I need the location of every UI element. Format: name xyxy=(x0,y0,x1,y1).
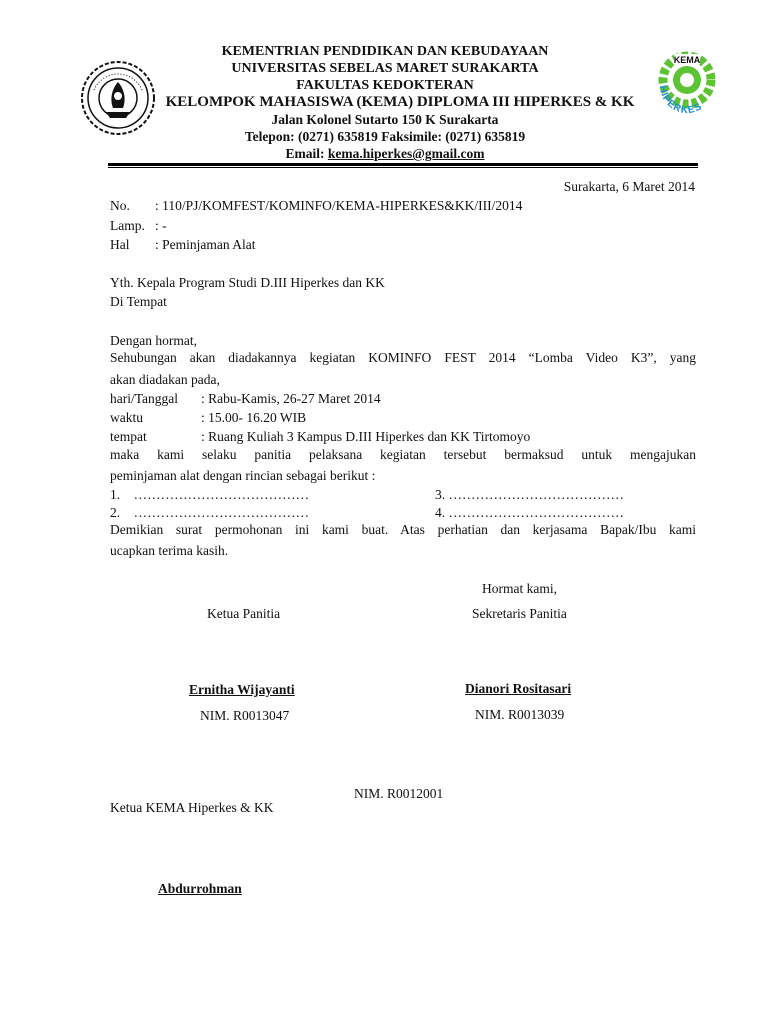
paragraph2-line2: peminjaman alat dengan rincian sebagai berikut : xyxy=(110,468,376,483)
list-item xyxy=(435,485,624,504)
center-nim: NIM. R0012001 xyxy=(354,786,444,801)
detail-value: : Rabu-Kamis, 26-27 Maret 2014 xyxy=(201,391,381,406)
left-signer-name: Ernitha Wijayanti xyxy=(189,682,295,697)
paragraph1-line2: akan diadakan pada, xyxy=(110,372,220,387)
email-label: Email: xyxy=(285,146,328,161)
no-value: : 110/PJ/KOMFEST/KOMINFO/KEMA-HIPERKES&KK/III/2014 xyxy=(155,198,523,213)
paragraph1-line1: Sehubungan akan diadakannya kegiatan KOMINFO FEST 2014 “Lomba Video K3”, yang xyxy=(110,350,696,365)
lamp-label: Lamp. xyxy=(110,218,145,233)
bottom-signer-title: Ketua KEMA Hiperkes & KK xyxy=(110,800,274,815)
list-item-dots: ………………………………… xyxy=(133,505,310,520)
university-seal-logo xyxy=(80,60,156,136)
logo-ring-text: HIPERKES xyxy=(656,84,705,117)
header-divider xyxy=(108,163,698,166)
left-signer-nim: NIM. R0013047 xyxy=(200,708,290,723)
letterhead-university: UNIVERSITAS SEBELAS MARET SURAKARTA xyxy=(231,61,539,76)
logo-kema-text: KEMA xyxy=(673,55,701,65)
letterhead-organization: KELOMPOK MAHASISWA (KEMA) DIPLOMA III HIPERKES & KK xyxy=(165,94,635,110)
list-item-number: 4. xyxy=(435,505,446,520)
list-item-number: 3. xyxy=(435,487,446,502)
list-item-dots: ………………………………… xyxy=(448,487,624,502)
letterhead-email-line xyxy=(150,145,620,162)
left-signer-title: Ketua Panitia xyxy=(207,606,281,621)
right-signer-title: Sekretaris Panitia xyxy=(472,606,567,621)
detail-value: : 15.00- 16.20 WIB xyxy=(201,410,307,425)
detail-label: tempat xyxy=(110,429,147,444)
list-item xyxy=(435,503,624,522)
list-item-dots: ………………………………… xyxy=(448,505,624,520)
recipient-line1: Yth. Kepala Program Studi D.III Hiperkes dan KK xyxy=(110,275,385,290)
right-signer-name: Dianori Rositasari xyxy=(465,681,572,696)
hal-value: : Peminjaman Alat xyxy=(155,237,256,252)
right-signer-nim: NIM. R0013039 xyxy=(475,707,565,722)
header-divider-thin xyxy=(108,167,698,168)
recipient-line2: Di Tempat xyxy=(110,294,167,309)
detail-value: : Ruang Kuliah 3 Kampus D.III Hiperkes dan KK Tirtomoyo xyxy=(201,429,531,444)
letterhead-faculty: FAKULTAS KEDOKTERAN xyxy=(296,78,474,93)
detail-label: hari/Tanggal xyxy=(110,391,179,406)
list-item xyxy=(110,485,309,504)
place-date: Surakarta, 6 Maret 2014 xyxy=(563,179,695,194)
greeting: Dengan hormat, xyxy=(110,333,197,348)
bottom-signer-name: Abdurrohman xyxy=(158,881,242,896)
letterhead-ministry: KEMENTRIAN PENDIDIKAN DAN KEBUDAYAAN xyxy=(221,44,549,59)
letterhead-phone: Telepon: (0271) 635819 Faksimile: (0271) 635819 xyxy=(244,129,526,144)
closing-line1: Demikian surat permohonan ini kami buat. Atas perhatian dan kerjasama Bapak/Ibu kami xyxy=(110,522,696,537)
list-item-number: 2. xyxy=(110,505,121,520)
list-item xyxy=(110,503,309,522)
paragraph2-line1: maka kami selaku panitia pelaksana kegiatan tersebut bermaksud untuk mengajukan xyxy=(110,447,696,462)
closing-line2: ucapkan terima kasih. xyxy=(110,543,229,558)
regards: Hormat kami, xyxy=(482,581,557,596)
list-item-dots: ………………………………… xyxy=(133,487,310,502)
detail-label: waktu xyxy=(110,410,143,425)
hal-label: Hal xyxy=(110,237,130,252)
list-item-number: 1. xyxy=(110,487,121,502)
email-link[interactable]: kema.hiperkes@gmail.com xyxy=(327,146,485,161)
lamp-value: : - xyxy=(155,218,167,233)
letterhead-address: Jalan Kolonel Sutarto 150 K Surakarta xyxy=(271,112,499,127)
kema-hiperkes-logo xyxy=(648,50,726,134)
no-label: No. xyxy=(110,198,130,213)
